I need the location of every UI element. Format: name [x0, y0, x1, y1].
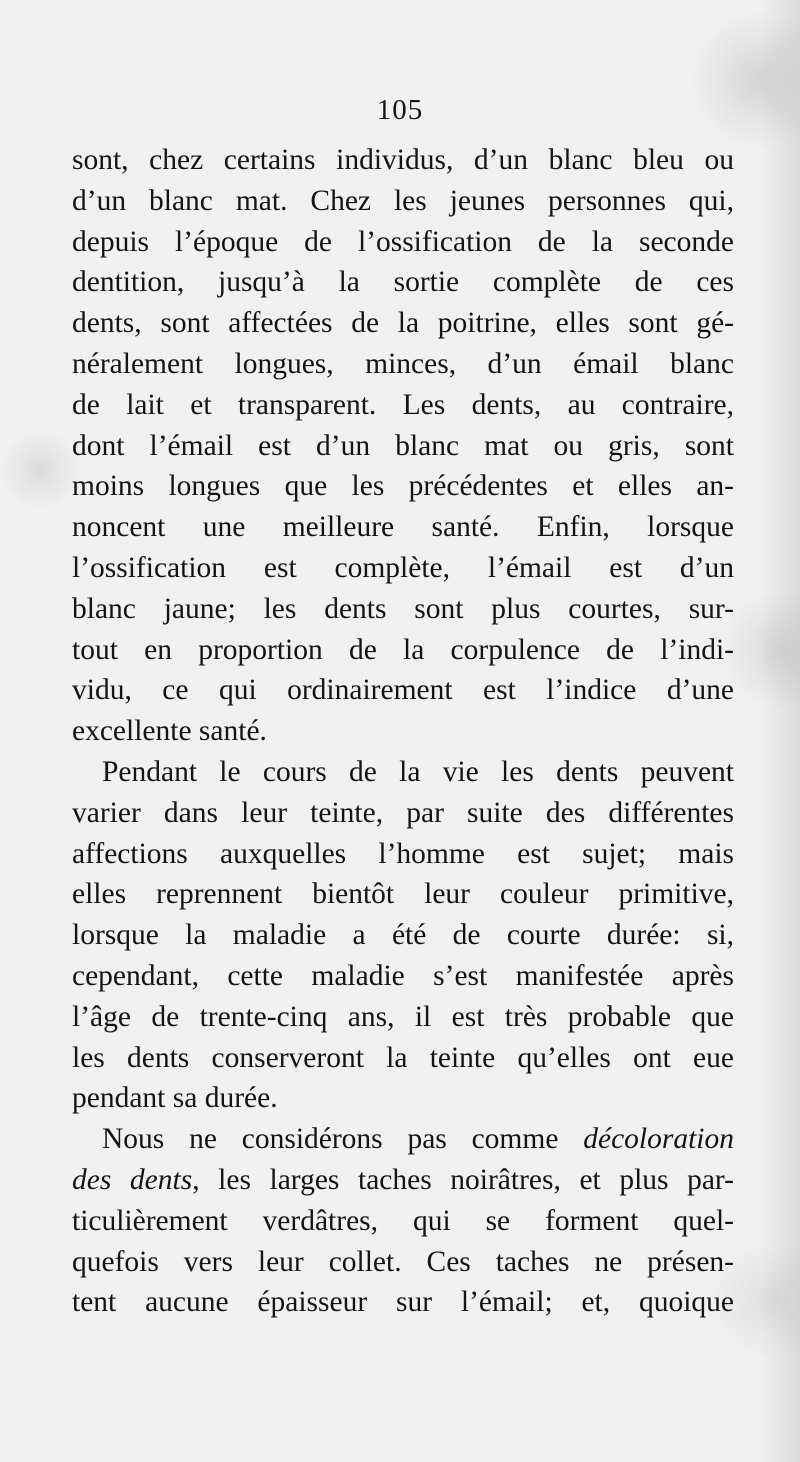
page-number: 105 [376, 94, 424, 126]
text-line: elles reprennent bientôt leur couleur primitive, [72, 878, 734, 911]
text-line: dont l’émail est d’un blanc mat ou gris, sont [72, 429, 734, 462]
body-text [72, 140, 734, 1323]
text-line: l’âge de trente-cinq ans, il est très probable que [72, 1000, 734, 1033]
text-line: dentition, jusqu’à la sortie complète de ces [72, 266, 734, 299]
text-line: cependant, cette maladie s’est manifestée après [72, 959, 734, 992]
text-line [72, 1119, 734, 1160]
text-line: vidu, ce qui ordinairement est l’indice d’une [72, 674, 734, 707]
text-line: moins longues que les précédentes et elles an- [72, 470, 734, 503]
italic-run: décoloration [583, 1123, 734, 1156]
text-line: lorsque la maladie a été de courte durée: si, [72, 919, 734, 952]
text-line: varier dans leur teinte, par suite des différentes [72, 796, 734, 829]
text-line: ticulièrement verdâtres, qui se forment quel- [72, 1204, 734, 1237]
text-line: tout en proportion de la corpulence de l’indi- [72, 633, 734, 666]
text-line: dents, sont affectées de la poitrine, elles sont gé- [72, 307, 734, 340]
text-line: quefois vers leur collet. Ces taches ne présen- [72, 1245, 734, 1278]
text-line: Pendant le cours de la vie les dents peuvent [102, 755, 734, 788]
text-line: pendant sa durée. [72, 1082, 278, 1115]
text-run: Nous ne considérons pas comme [102, 1123, 584, 1156]
page-edge-shadow [760, 0, 800, 1462]
text-line: excellente santé. [72, 715, 267, 748]
text-line: sont, chez certains individus, d’un blanc bleu ou [72, 144, 734, 176]
text-line: affections auxquelles l’homme est sujet; mais [72, 837, 734, 870]
italic-run: des dents [72, 1163, 193, 1196]
text-run: , les larges taches noirâtres, et plus par- [192, 1163, 734, 1196]
text-line: depuis l’époque de l’ossification de la seconde [72, 225, 734, 258]
text-line: tent aucune épaisseur sur l’émail; et, quoique [72, 1286, 734, 1319]
text-line [72, 1160, 734, 1201]
text-line: l’ossification est complète, l’émail est d’un [72, 551, 734, 584]
text-line: les dents conserveront la teinte qu’elles ont eue [72, 1041, 734, 1074]
text-line: de lait et transparent. Les dents, au contraire, [72, 388, 734, 421]
text-line: néralement longues, minces, d’un émail blanc [72, 347, 734, 380]
text-line: d’un blanc mat. Chez les jeunes personnes qui, [72, 184, 734, 217]
text-line: blanc jaune; les dents sont plus courtes, sur- [72, 592, 734, 625]
text-line: noncent une meilleure santé. Enfin, lorsque [72, 511, 734, 544]
